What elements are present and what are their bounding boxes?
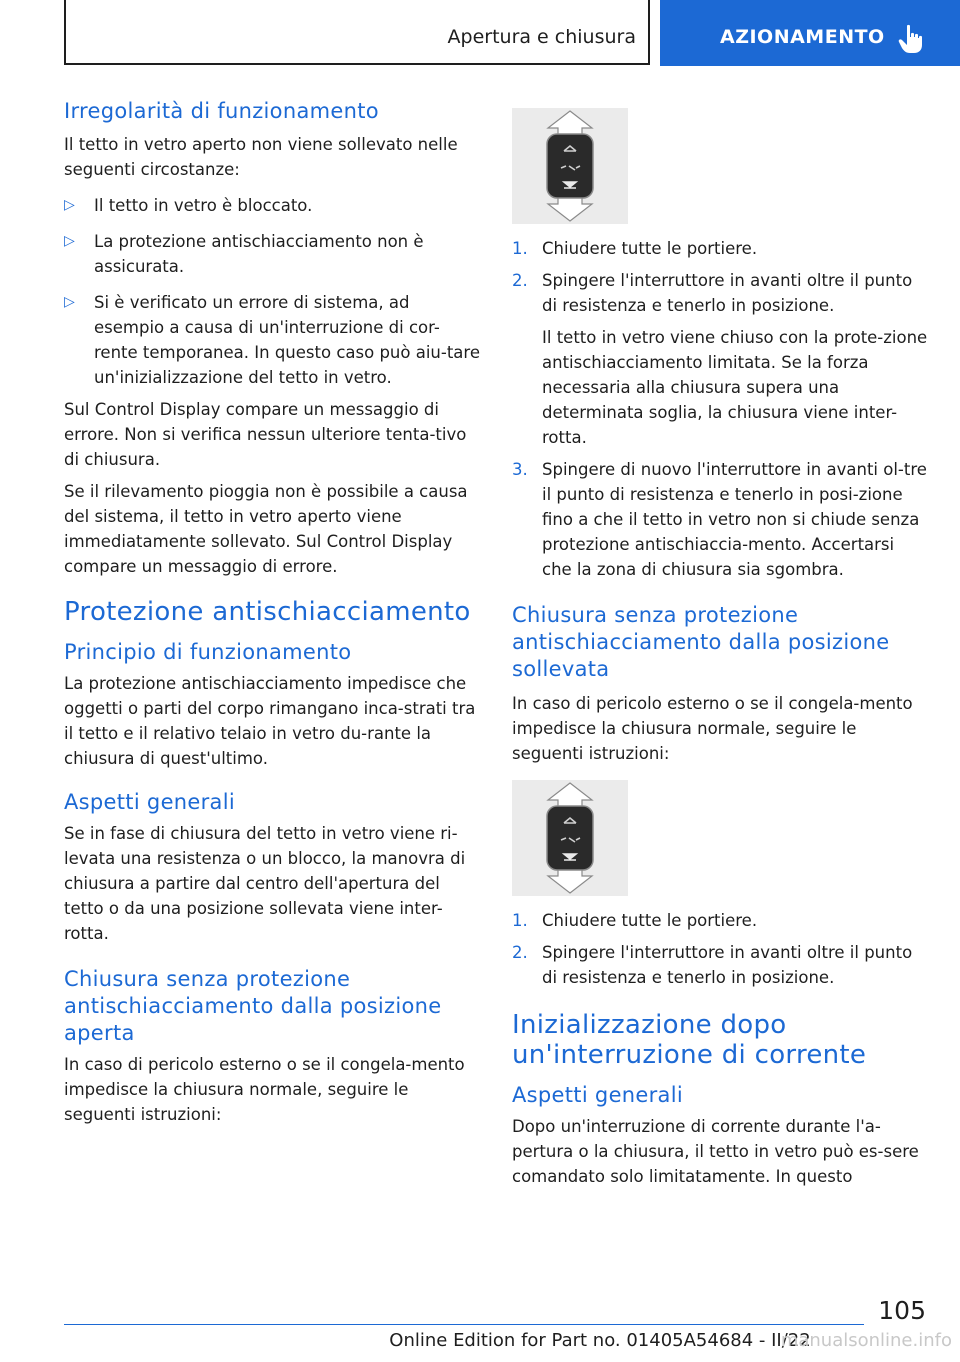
paragraph-chiusura-sollevata: In caso di pericolo esterno o se il congela-mento impedisce la chiusura normale, seguire le seguenti istruzioni:	[512, 694, 913, 763]
step-item	[512, 940, 928, 990]
step-text: Spingere l'interruttore in avanti oltre il punto di resistenza e tenerlo in posizione.	[542, 271, 913, 315]
footer-rule	[64, 1324, 864, 1325]
page-number: 105	[878, 1296, 926, 1325]
bullet-text: La protezione antischiacciamento non è assicurata.	[94, 232, 424, 276]
step-number: 3.	[512, 460, 528, 479]
heading-inizializzazione: Inizializzazione dopo un'interruzione di corrente	[512, 1010, 867, 1070]
header-border-left	[64, 0, 66, 64]
left-column	[64, 98, 480, 1127]
step-number: 2.	[512, 943, 528, 962]
heading-protezione: Protezione antischiacciamento	[64, 597, 471, 627]
pointing-hand-icon	[898, 24, 924, 54]
header-chapter-label: AZIONAMENTO	[720, 26, 885, 48]
bullet-item	[64, 229, 480, 279]
bullet-item	[64, 193, 480, 218]
roof-switch-illustration	[512, 780, 628, 896]
step-number: 2.	[512, 271, 528, 290]
header-border-divider	[648, 0, 650, 64]
step-text: Spingere l'interruttore in avanti oltre il punto di resistenza e tenerlo in posizione.	[542, 943, 913, 987]
paragraph-aspetti-2: Dopo un'interruzione di corrente durante l'a-pertura o la chiusura, il tetto in vetro può es-sere comandato solo limitatamente. In questo	[512, 1117, 919, 1186]
roof-switch-illustration	[512, 108, 628, 224]
roof-switch-icon	[512, 108, 628, 224]
header-section-title: Apertura e chiusura	[447, 26, 636, 48]
bullet-triangle-icon: ▷	[64, 197, 75, 213]
bullet-item	[64, 290, 480, 390]
heading-aspetti-2: Aspetti generali	[512, 1083, 683, 1107]
step-text: Spingere di nuovo l'interruttore in avanti ol-tre il punto di resistenza e tenerlo in posi-zione fino a che il tetto in vetro non si chiude senza protezione antischiaccia-mento. Accertarsi che la zona di chiusura sia sgombra.	[542, 460, 927, 579]
bullet-triangle-icon: ▷	[64, 294, 75, 310]
paragraph-control-display: Sul Control Display compare un messaggio di errore. Non si verifica nessun ulteriore tenta-tivo di chiusura.	[64, 400, 467, 469]
heading-irregolarita: Irregolarità di funzionamento	[64, 99, 379, 123]
step-item	[512, 908, 928, 933]
bullet-triangle-icon: ▷	[64, 233, 75, 249]
step-item	[512, 268, 928, 318]
paragraph-chiusura-aperta: In caso di pericolo esterno o se il congela-mento impedisce la chiusura normale, seguire le seguenti istruzioni:	[64, 1055, 465, 1124]
heading-aspetti: Aspetti generali	[64, 790, 235, 814]
bullet-text: Si è verificato un errore di sistema, ad esempio a causa di un'interruzione di cor-rente temporanea. In questo caso può aiu-tare un'inizializzazione del tetto in vetro.	[94, 293, 480, 387]
header-chapter-tab[interactable]	[660, 0, 960, 66]
header-border-bottom	[64, 63, 650, 65]
edition-label: Online Edition for Part no. 01405A54684 - II/22	[389, 1330, 811, 1351]
step-note: Il tetto in vetro viene chiuso con la prote-zione antischiacciamento limitata. Se la forza necessaria alla chiusura supera una determinata soglia, la chiusura viene inter-rotta.	[542, 328, 928, 447]
step-item	[512, 236, 928, 261]
bullet-text: Il tetto in vetro è bloccato.	[94, 196, 313, 215]
right-column	[512, 108, 928, 1189]
paragraph-rain-sensor: Se il rilevamento pioggia non è possibile a causa del sistema, il tetto in vetro aperto viene immediatamente sollevato. Sul Control Display compare un messaggio di errore.	[64, 482, 468, 576]
step-number: 1.	[512, 239, 528, 258]
roof-switch-icon	[512, 780, 628, 896]
step-text: Chiudere tutte le portiere.	[542, 911, 758, 930]
step-item	[512, 457, 928, 582]
paragraph-principio: La protezione antischiacciamento impedisce che oggetti o parti del corpo rimangano inca-strati tra il tetto e il relativo telaio in vetro du-rante la chiusura di quest'ultimo.	[64, 674, 476, 768]
paragraph-aspetti: Se in fase di chiusura del tetto in vetro viene ri-levata una resistenza o un blocco, la manovra di chiusura a partire dal centro dell'apertura del tetto o da una posizione sollevata viene inter-rotta.	[64, 824, 466, 943]
heading-chiusura-aperta: Chiusura senza protezione antischiacciamento dalla posizione aperta	[64, 967, 442, 1045]
watermark: manualsonline.info	[780, 1330, 952, 1351]
heading-principio: Principio di funzionamento	[64, 640, 352, 664]
paragraph-irregolarita: Il tetto in vetro aperto non viene sollevato nelle seguenti circostanze:	[64, 135, 458, 179]
step-number: 1.	[512, 911, 528, 930]
heading-chiusura-sollevata: Chiusura senza protezione antischiacciamento dalla posizione sollevata	[512, 603, 890, 681]
step-text: Chiudere tutte le portiere.	[542, 239, 758, 258]
